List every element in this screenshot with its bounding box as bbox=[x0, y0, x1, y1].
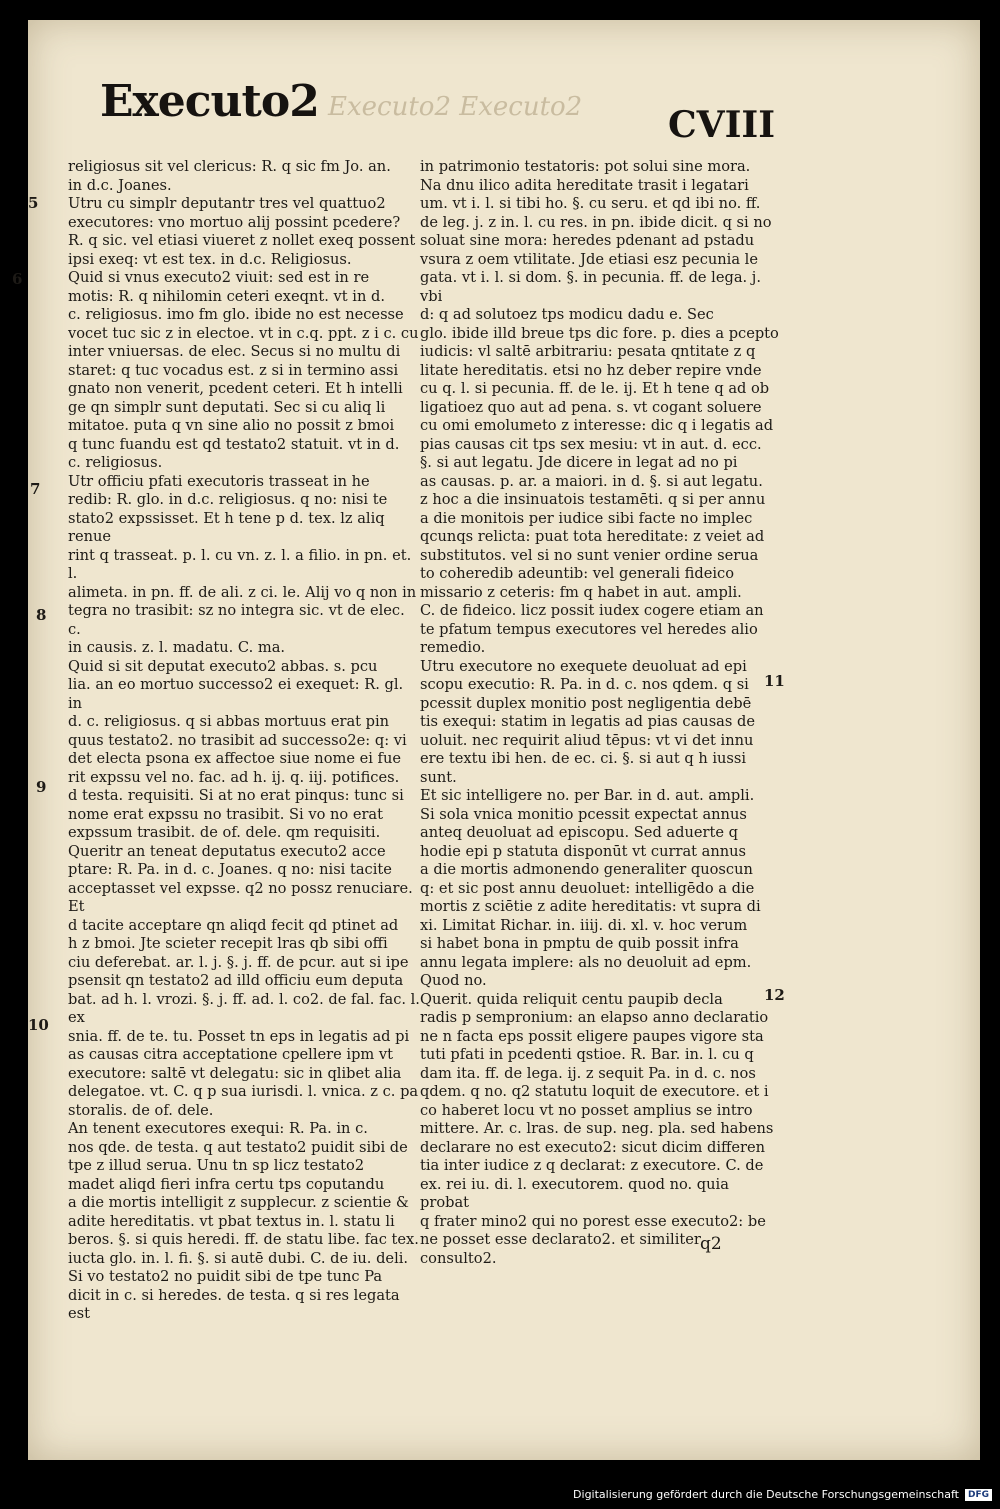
text-line: mitatoe. puta q vn sine alio no possit z bmoi bbox=[68, 417, 395, 434]
text-line: d testa. requisiti. Si at no erat pinqus: tunc si bbox=[68, 787, 404, 804]
text-line: An tenent executores exequi: R. Pa. in c. bbox=[68, 1120, 368, 1137]
text-line: as causas citra acceptatione cpellere ipm vt bbox=[68, 1046, 393, 1063]
left-text-column bbox=[68, 158, 420, 1324]
text-line: uoluit. nec requirit aliud tēpus: vt vi det innu bbox=[420, 731, 754, 749]
text-line: Si sola vnica monitio pcessit expectat annus bbox=[420, 805, 747, 823]
text-line: Quid si sit deputat executo2 abbas. s. pcu bbox=[68, 657, 378, 675]
text-line: mortis z sciētie z adite hereditatis: vt supra di bbox=[420, 898, 761, 915]
text-line: Quid si vnus executo2 viuit: sed est in re bbox=[68, 269, 370, 286]
text-line: executores: vno mortuo alij possint pcedere? bbox=[68, 213, 401, 231]
text-line: c. religiosus. bbox=[68, 454, 163, 471]
text-line: ne n facta eps possit eligere paupes vigore sta bbox=[420, 1027, 764, 1045]
text-line: soluat sine mora: heredes pdenant ad pstadu bbox=[420, 232, 755, 249]
text-line: det electa psona ex affectoe siue nome ei fue bbox=[68, 750, 401, 767]
text-line: delegatoe. vt. C. q p sua iurisdi. l. vnica. z c. pa bbox=[68, 1083, 419, 1100]
text-line: declarare no est executo2: sicut dicim differen bbox=[420, 1138, 766, 1156]
text-line: adite hereditatis. vt pbat textus in. l. statu li bbox=[68, 1212, 395, 1230]
text-line: litate hereditatis. etsi no hz deber repire vnde bbox=[420, 361, 762, 379]
text-line: pias causas cit tps sex mesiu: vt in aut. d. ecc. bbox=[420, 435, 762, 453]
text-line: te pfatum tempus executores vel heredes alio bbox=[420, 620, 758, 638]
text-line: ipsi exeq: vt est tex. in d.c. Religiosus. bbox=[68, 250, 352, 268]
text-line: c. religiosus. imo fm glo. ibide no est necesse bbox=[68, 306, 404, 323]
margin-number: 5 bbox=[28, 194, 39, 212]
text-line: acceptasset vel expsse. q2 no possz renuciare. Et bbox=[68, 879, 413, 915]
text-line: Na dnu ilico adita hereditate trasit i legatari bbox=[420, 176, 749, 194]
text-line: religiosus sit vel clericus: R. q sic fm Jo. an. bbox=[68, 158, 391, 175]
text-line: in d.c. Joanes. bbox=[68, 176, 172, 194]
text-line: nome erat expssu no trasibit. Si vo no erat bbox=[68, 805, 383, 823]
text-line: snia. ff. de te. tu. Posset tn eps in legatis ad pi bbox=[68, 1027, 410, 1045]
margin-number: 6 bbox=[12, 270, 23, 288]
text-line: ere textu ibi hen. de ec. ci. §. si aut q h iussi sunt. bbox=[420, 750, 747, 786]
margin-number: 7 bbox=[30, 480, 41, 498]
text-line: Quod no. bbox=[420, 972, 487, 989]
dfg-logo: DFG bbox=[965, 1489, 992, 1501]
text-line: a die mortis admonendo generaliter quoscun bbox=[420, 861, 753, 878]
text-line: dam ita. ff. de lega. ij. z sequit Pa. in d. c. nos bbox=[420, 1064, 756, 1082]
text-line: lia. an eo mortuo successo2 ei exequet: R. gl. in bbox=[68, 676, 404, 712]
signature-mark: q2 bbox=[700, 1234, 722, 1254]
text-line: gata. vt i. l. si dom. §. in pecunia. ff. de lega. j. vbi bbox=[420, 269, 761, 305]
text-line: ge qn simplr sunt deputati. Sec si cu aliq li bbox=[68, 398, 386, 416]
text-line: substitutos. vel si no sunt venier ordine serua bbox=[420, 546, 759, 564]
text-line: q frater mino2 qui no porest esse executo2: be bbox=[420, 1212, 766, 1230]
text-line: Utru cu simplr deputantr tres vel quattuo2 bbox=[68, 195, 386, 212]
text-line: a die mortis intelligit z supplecur. z scientie & bbox=[68, 1194, 409, 1211]
text-line: dicit in c. si heredes. de testa. q si res legata est bbox=[68, 1286, 400, 1322]
text-line: q tunc fuandu est qd testato2 statuit. vt in d. bbox=[68, 435, 400, 453]
digitization-footer bbox=[573, 1488, 992, 1501]
text-line: d tacite acceptare qn aliqd fecit qd ptinet ad bbox=[68, 916, 399, 934]
text-line: madet aliqd fieri infra certu tps coputandu bbox=[68, 1175, 385, 1193]
text-line: d: q ad solutoez tps modicu dadu e. Sec bbox=[420, 306, 714, 323]
text-line: gnato non venerit, pcedent ceteri. Et h intelli bbox=[68, 380, 403, 397]
text-line: si habet bona in pmptu de quib possit infra bbox=[420, 935, 739, 952]
footer-text: Digitalisierung gefördert durch die Deutsche Forschungsgemeinschaft bbox=[573, 1488, 959, 1501]
text-line: tpe z illud serua. Unu tn sp licz testato2 bbox=[68, 1157, 365, 1174]
text-line: Utr officiu pfati executoris trasseat in he bbox=[68, 472, 370, 490]
text-line: rint q trasseat. p. l. cu vn. z. l. a filio. in pn. et. l. bbox=[68, 546, 412, 582]
text-line: vsura z oem vtilitate. Jde etiasi esz pecunia le bbox=[420, 250, 758, 268]
text-line: as causas. p. ar. a maiori. in d. §. si aut legatu. bbox=[420, 472, 763, 490]
text-line: §. si aut legatu. Jde dicere in legat ad no pi bbox=[420, 454, 738, 471]
text-line: inter vniuersas. de elec. Secus si no multu di bbox=[68, 343, 401, 360]
margin-number: 12 bbox=[764, 986, 785, 1004]
text-line: vocet tuc sic z in electoe. vt in c.q. ppt. z i c. cu bbox=[68, 324, 419, 342]
text-line: expssum trasibit. de of. dele. qm requisiti. bbox=[68, 824, 381, 841]
text-line: cu omi emolumeto z interesse: dic q i legatis ad bbox=[420, 417, 774, 434]
text-line: motis: R. q nihilomin ceteri exeqnt. vt in d. bbox=[68, 287, 385, 305]
text-line: executore: saltē vt delegatu: sic in qlibet alia bbox=[68, 1064, 402, 1082]
right-text-column bbox=[420, 158, 780, 1268]
text-line: d. c. religiosus. q si abbas mortuus erat pin bbox=[68, 713, 390, 730]
text-line: radis p sempronium: an elapso anno declaratio bbox=[420, 1009, 769, 1026]
text-line: in causis. z. l. madatu. C. ma. bbox=[68, 639, 286, 656]
text-line: xi. Limitat Richar. in. iiij. di. xl. v. hoc verum bbox=[420, 916, 748, 934]
text-line: stato2 expssisset. Et h tene p d. tex. lz aliq renue bbox=[68, 509, 385, 545]
margin-number: 10 bbox=[28, 1016, 49, 1034]
text-line: quus testato2. no trasibit ad successo2e: q: vi bbox=[68, 731, 407, 749]
text-line: C. de fideico. licz possit iudex cogere etiam an bbox=[420, 602, 764, 619]
text-line: in patrimonio testatoris: pot solui sine mora. bbox=[420, 158, 751, 175]
text-line: ne posset esse declarato2. et similiter consulto2. bbox=[420, 1231, 701, 1267]
text-line: ciu deferebat. ar. l. j. §. j. ff. de pcur. aut si ipe bbox=[68, 953, 409, 971]
text-line: redib: R. glo. in d.c. religiosus. q no: nisi te bbox=[68, 491, 388, 508]
text-line: cu q. l. si pecunia. ff. de le. ij. Et h tene q ad ob bbox=[420, 380, 770, 397]
text-line: remedio. bbox=[420, 639, 486, 656]
text-line: pcessit duplex monitio post negligentia debē bbox=[420, 694, 752, 712]
text-line: q: et sic post annu deuoluet: intelligēdo a die bbox=[420, 879, 755, 897]
margin-number: 8 bbox=[36, 606, 47, 624]
text-line: Si vo testato2 no puidit sibi de tpe tunc Pa bbox=[68, 1268, 383, 1285]
text-line: Queritr an teneat deputatus executo2 acce bbox=[68, 842, 386, 860]
text-line: tuti pfati in pcedenti qstioe. R. Bar. in. l. cu q bbox=[420, 1046, 754, 1063]
text-line: a die monitois per iudice sibi facte no implec bbox=[420, 509, 753, 527]
text-line: R. q sic. vel etiasi viueret z nollet exeq possent bbox=[68, 232, 416, 249]
text-line: missario z ceteris: fm q habet in aut. ampli. bbox=[420, 583, 742, 601]
text-line: hodie epi p statuta disponūt vt currat annus bbox=[420, 842, 747, 860]
text-line: storalis. de of. dele. bbox=[68, 1101, 214, 1119]
text-line: tia inter iudice z q declarat: z executore. C. de bbox=[420, 1157, 764, 1174]
text-line: tis exequi: statim in legatis ad pias causas de bbox=[420, 713, 755, 730]
text-line: glo. ibide illd breue tps dic fore. p. dies a pcepto bbox=[420, 324, 779, 342]
text-line: de leg. j. z in. l. cu res. in pn. ibide dicit. q si no bbox=[420, 213, 772, 231]
text-line: ex. rei iu. di. l. executorem. quod no. quia probat bbox=[420, 1175, 729, 1211]
text-line: Querit. quida reliquit centu paupib decla bbox=[420, 990, 723, 1008]
text-line: to coheredib adeuntib: vel generali fideico bbox=[420, 565, 734, 582]
text-line: z hoc a die insinuatois testamēti. q si per annu bbox=[420, 491, 766, 508]
text-line: scopu executio: R. Pa. in d. c. nos qdem. q si bbox=[420, 676, 749, 693]
text-line: iucta glo. in. l. fi. §. si autē dubi. C. de iu. deli. bbox=[68, 1249, 409, 1267]
text-line: annu legata implere: als no deuoluit ad epm. bbox=[420, 953, 752, 971]
text-line: Et sic intelligere no. per Bar. in d. aut. ampli. bbox=[420, 787, 755, 804]
margin-number: 11 bbox=[764, 672, 785, 690]
text-line: Utru executore no exequete deuoluat ad epi bbox=[420, 657, 747, 675]
book-page bbox=[12, 20, 980, 1460]
text-line: nos qde. de testa. q aut testato2 puidit sibi de bbox=[68, 1138, 408, 1156]
text-line: alimeta. in pn. ff. de ali. z ci. le. Alij vo q non in bbox=[68, 583, 417, 601]
text-line: iudicis: vl saltē arbitrariu: pesata qntitate z q bbox=[420, 343, 756, 360]
show-through-text: Executo2 Executo2 bbox=[328, 92, 583, 122]
text-line: ligatioez quo aut ad pena. s. vt cogant soluere bbox=[420, 398, 762, 416]
margin-number: 9 bbox=[36, 778, 47, 796]
text-line: rit expssu vel no. fac. ad h. ij. q. iij. potifices. bbox=[68, 768, 400, 786]
text-line: ptare: R. Pa. in d. c. Joanes. q no: nisi tacite bbox=[68, 861, 392, 878]
text-line: mittere. Ar. c. lras. de sup. neg. pla. sed habens bbox=[420, 1120, 774, 1137]
text-line: staret: q tuc vocadus est. z si in termino assi bbox=[68, 361, 399, 379]
running-head: Executo2 bbox=[100, 76, 319, 127]
text-line: qdem. q no. q2 statutu loquit de executore. et i bbox=[420, 1083, 769, 1100]
text-line: um. vt i. l. si tibi ho. §. cu seru. et qd ibi no. ff. bbox=[420, 195, 761, 212]
text-line: bat. ad h. l. vrozi. §. j. ff. ad. l. co2. de fal. fac. l. ex bbox=[68, 990, 420, 1026]
text-line: tegra no trasibit: sz no integra sic. vt de elec. c. bbox=[68, 602, 405, 638]
text-line: qcunqs relicta: puat tota hereditate: z veiet ad bbox=[420, 528, 765, 545]
text-line: psensit qn testato2 ad illd officiu eum deputa bbox=[68, 972, 404, 989]
text-line: h z bmoi. Jte scieter recepit lras qb sibi offi bbox=[68, 935, 388, 952]
text-line: co haberet locu vt no posset amplius se intro bbox=[420, 1101, 753, 1119]
text-line: anteq deuoluat ad episcopu. Sed aduerte q bbox=[420, 824, 738, 841]
text-line: beros. §. si quis heredi. ff. de statu libe. fac tex. bbox=[68, 1231, 419, 1248]
folio-number: CVIII bbox=[668, 104, 776, 146]
